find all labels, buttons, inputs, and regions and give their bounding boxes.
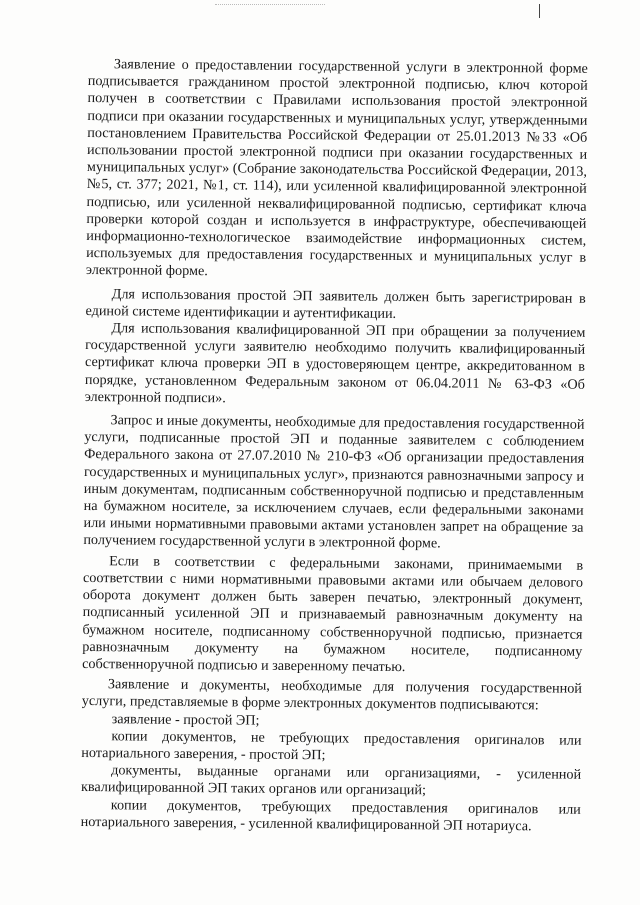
paragraph-qualified-ep: Для использования квалифицированной ЭП при обращении за получением государственной услуги заявителю необходимо получить квалифицированный сертификат ключа проверки ЭП в удостоверяющем центре, аккредитованном в порядке, установленном Федеральным законом от 06.04.2011 № 63-ФЗ «Об электронной подписи». xyxy=(84,320,586,407)
list-item: копии документов, не требующих предоставления оригиналов или нотариального заверения, - простой ЭП; xyxy=(81,727,582,764)
list-item: документы, выданные органами или организациями, - усиленной квалифицированной ЭП таких органов или организаций; xyxy=(80,762,582,799)
scan-artifact-mark xyxy=(539,4,540,18)
paragraph-stamp-equivalence: Если в соответствии с федеральными законами, принимаемыми в соответствии с ними нормативными правовыми актами или обычаем делового оборота документ должен быть заверен печатью, электронный документ, подписанный усиленной ЭП и признаваемый равнозначным документу на бумажном носителе, подписанному собственноручной подписью, признается равнозначным документу на бумажном носителе, подписанному собственноручной подписью и заверенному печатью. xyxy=(82,552,584,675)
list-item: копии документов, требующих предоставления оригиналов или нотариального заверения, - усиленной квалифицированной ЭП нотариуса. xyxy=(80,796,581,835)
scan-artifact xyxy=(215,4,325,7)
document-body xyxy=(81,56,588,836)
paragraph-documents-signed: Заявление и документы, необходимые для получения государственной услуги, представляемые в форме электронных документов подписываются: xyxy=(81,676,583,714)
list-item: заявление - простой ЭП; xyxy=(111,710,260,729)
paragraph-signature-rules: Заявление о предоставлении государственной услуги в электронной форме подписывается гражданином простой электронной подписью, ключ которой получен в соответствии с Правилами использования простой электронной подписи при оказании государственных и муниципальных услуг, утвержденными постановлением Правительства Российской Федерации от 25.01.2013 №33 «Об использовании простой электронной подписи при оказании государственных и муниципальных услуг» (Собрание законодательства Российской Федерации, 2013, №5, ст. 377; 2021, №1, ст. 114), или усиленной квалифицированной электронной подписью, или усиленной неквалифицированной подписью, сертификат ключа проверки которой создан и используется в инфраструктуре, обеспечивающей информационно-технологическое взаимодействие информационных систем, используемых для предоставления государственных и муниципальных услуг в электронной форме. xyxy=(85,56,588,280)
paragraph-simple-ep-registration: Для использования простой ЭП заявитель должен быть зарегистрирован в единой системе идентификации и аутентификации. xyxy=(85,285,586,322)
paragraph-request-equivalence: Запрос и иные документы, необходимые для предоставления государственной услуги, подписанные простой ЭП и поданные заявителем с соблюдением Федерального закона от 27.07.2010 № 210-ФЗ «Об организации предоставления государственных и муниципальных услуг», признаются равнозначными запросу и иным документам, подписанным собственноручной подписью и представленным на бумажном носителе, за исключением случаев, если федеральными законами или иными нормативными правовыми актами установлен запрет на обращение за получением государственной услуги в электронной форме. xyxy=(83,412,585,552)
